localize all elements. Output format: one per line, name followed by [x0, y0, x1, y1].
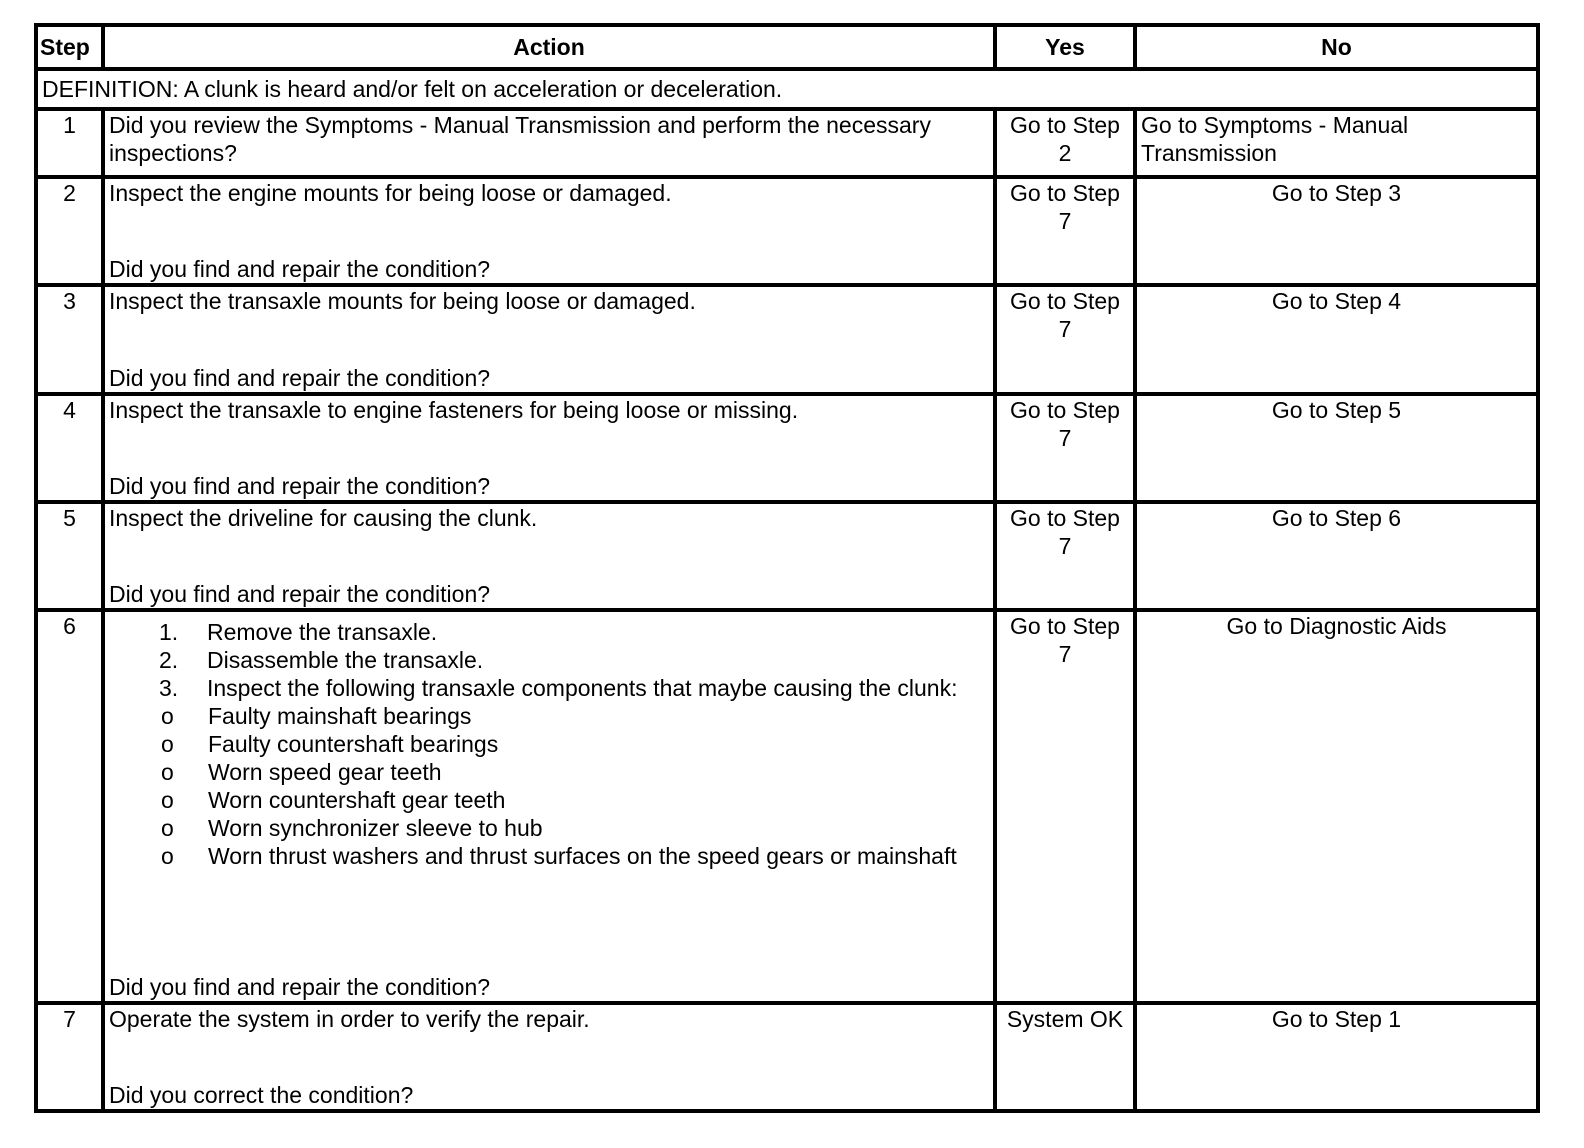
header-action: Action [103, 25, 995, 69]
action-cell [103, 502, 995, 610]
list-item [109, 758, 989, 786]
component-text: Worn synchronizer sleeve to hub [208, 815, 543, 842]
list-item [109, 842, 989, 870]
bullet-icon: o [161, 815, 174, 842]
table-row-step-6 [36, 610, 1538, 1003]
substep-number: 2. [159, 647, 179, 674]
table-row-step-7 [36, 1003, 1538, 1111]
yes-result: Go to Step 7 [995, 394, 1135, 502]
yes-result: System OK [995, 1003, 1135, 1111]
action-question: Did you find and repair the condition? [109, 472, 491, 499]
action-text: Inspect the driveline for causing the clunk. [109, 504, 538, 531]
step-number: 5 [36, 502, 103, 610]
list-item [109, 730, 989, 758]
action-cell [103, 610, 995, 1003]
action-question: Did you find and repair the condition? [109, 364, 491, 391]
substep-list [109, 618, 989, 702]
bullet-icon: o [161, 843, 174, 870]
no-result: Go to Step 4 [1135, 285, 1538, 393]
step-number: 6 [36, 610, 103, 1003]
component-text: Worn thrust washers and thrust surfaces on the speed gears or mainshaft [208, 843, 957, 870]
table-row-step-4 [36, 394, 1538, 502]
header-row [36, 25, 1538, 69]
substep-number: 1. [159, 619, 179, 646]
substep-text: Disassemble the transaxle. [207, 647, 484, 674]
definition-row [36, 69, 1538, 109]
table-row-step-2 [36, 177, 1538, 285]
action-text: Inspect the transaxle mounts for being loose or damaged. [109, 288, 696, 315]
bullet-icon: o [161, 759, 174, 786]
yes-result: Go to Step 7 [995, 502, 1135, 610]
substep-text: Inspect the following transaxle components that maybe causing the clunk: [207, 675, 958, 702]
action-question: Did you find and repair the condition? [109, 581, 491, 608]
action-cell [103, 177, 995, 285]
step-number: 2 [36, 177, 103, 285]
action-text: Inspect the transaxle to engine fasteners for being loose or missing. [109, 396, 799, 423]
definition-text: DEFINITION: A clunk is heard and/or felt on acceleration or deceleration. [36, 69, 1538, 109]
substep-number: 3. [159, 675, 179, 702]
bullet-icon: o [161, 703, 174, 730]
bullet-icon: o [161, 787, 174, 814]
no-result: Go to Symptoms - Manual Transmission [1135, 109, 1538, 177]
yes-result: Go to Step 7 [995, 610, 1135, 1003]
table-row-step-3 [36, 285, 1538, 393]
table-row-step-5 [36, 502, 1538, 610]
no-result: Go to Step 3 [1135, 177, 1538, 285]
component-text: Worn countershaft gear teeth [208, 787, 506, 814]
bullet-icon: o [161, 731, 174, 758]
yes-result: Go to Step 2 [995, 109, 1135, 177]
no-result: Go to Step 6 [1135, 502, 1538, 610]
step-number: 1 [36, 109, 103, 177]
action-question: Did you find and repair the condition? [109, 256, 491, 283]
header-yes: Yes [995, 25, 1135, 69]
yes-result: Go to Step 7 [995, 285, 1135, 393]
component-text: Faulty mainshaft bearings [208, 703, 472, 730]
header-step: Step [36, 25, 103, 69]
action-cell [103, 285, 995, 393]
action-question: Did you correct the condition? [109, 1082, 414, 1108]
action-text: Inspect the engine mounts for being loose or damaged. [109, 180, 672, 207]
table-row-step-1 [36, 109, 1538, 177]
list-item [109, 702, 989, 730]
list-item [109, 674, 989, 702]
step-number: 3 [36, 285, 103, 393]
component-text: Worn speed gear teeth [208, 759, 442, 786]
no-result: Go to Step 5 [1135, 394, 1538, 502]
component-list [109, 702, 989, 870]
no-result: Go to Diagnostic Aids [1135, 610, 1538, 1003]
no-result: Go to Step 1 [1135, 1003, 1538, 1111]
substep-text: Remove the transaxle. [207, 619, 438, 646]
list-item [109, 814, 989, 842]
action-text: Did you review the Symptoms - Manual Transmission and perform the necessary inspections? [103, 109, 995, 177]
step-number: 4 [36, 394, 103, 502]
list-item [109, 618, 989, 646]
diagnostic-table [34, 23, 1540, 1113]
list-item [109, 786, 989, 814]
action-text: Operate the system in order to verify the repair. [109, 1005, 590, 1032]
header-no: No [1135, 25, 1538, 69]
list-item [109, 646, 989, 674]
action-cell [103, 394, 995, 502]
component-text: Faulty countershaft bearings [208, 731, 499, 758]
action-cell [103, 1003, 995, 1111]
action-question: Did you find and repair the condition? [109, 973, 491, 1000]
step-number: 7 [36, 1003, 103, 1111]
yes-result: Go to Step 7 [995, 177, 1135, 285]
